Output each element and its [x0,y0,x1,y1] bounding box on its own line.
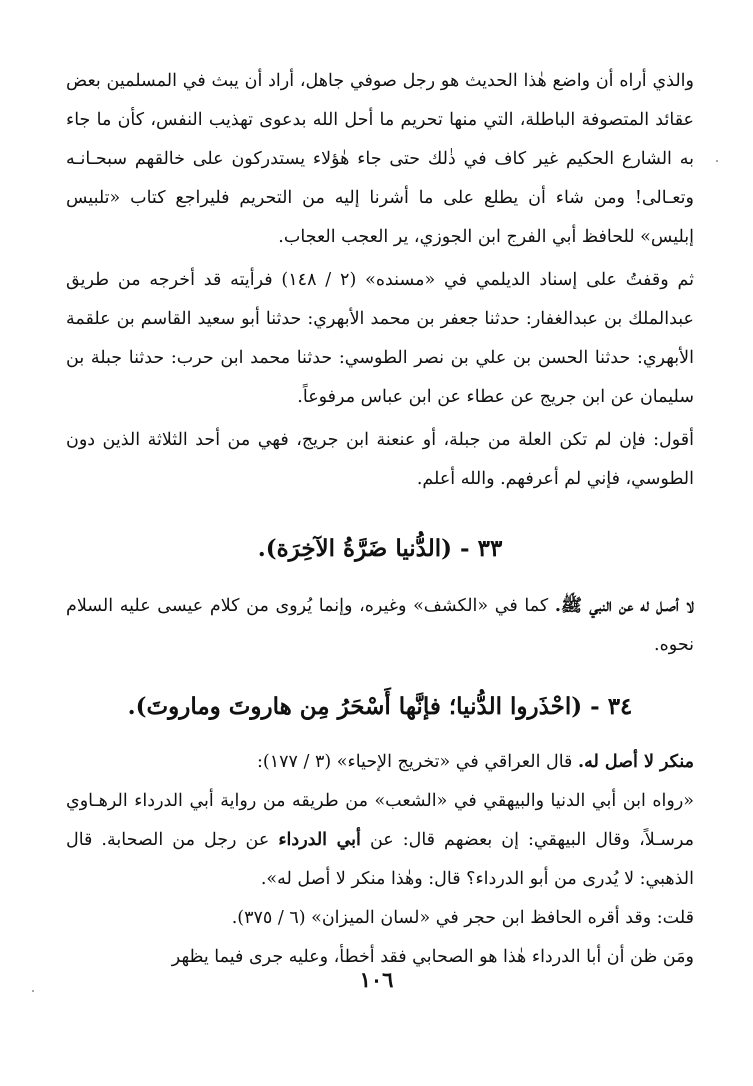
paragraph-last-line: ومَن ظن أن أبا الدرداء هٰذا هو الصحابي فقد أخطأ، وعليه جرى فيما يظهر [171,947,694,967]
hadith-34-commentary [66,743,694,782]
paragraph-author-verdict: أقول: فإن لم تكن العلة من جبلة، أو عنعنة ابن جريج، فهي من أحد الثلاثة الذين دون الطوسي، فإني لم أعرفهم. والله أعلم. [66,430,694,489]
hadith-34-ruling: منكر لا أصل له. [577,752,694,772]
hadith-33-title: ٣٣ - (الدُّنيا ضَرَّةُ الآخِرَة). [257,535,503,562]
hadith-33-ruling: لا أصـل له عن النبي ﷺ. [554,596,694,616]
hadith-33-commentary [66,587,694,665]
hadith-33-text: كما في «الكشف» وغيره، وإنما يُروى من كلام عيسى عليه السلام نحوه. [66,596,694,655]
hadith-34-quote [66,782,694,899]
scan-speck [32,990,34,992]
paragraph-sufi-forger: والذي أراه أن واضع هٰذا الحديث هو رجل صوفي جاهل، أراد أن يبث في المسلمين بعض عقائد المتصوفة الباطلة، التي منها تحريم ما أحل الله بدعوى تهذيب النفس، كأن ما جاء به الشارع الحكيم غير كاف في ذٰلك حتى جاء هٰؤلاء يستدركون على خالقهم سبحـانـه وتعـالى! ومن شاء أن يطلع على ما أشرنا إليه من التحريم فليراجع كتاب «تلبيس إبليس» للحافظ أبي الفرج ابن الجوزي، ير العجب العجاب. [66,71,694,247]
page-body [66,62,694,977]
page-number: ١٠٦ [359,967,394,992]
quote-part-a: «رواه ابن أبي الدنيا والبيهقي في «الشعب» من طريقه من رواية أبي الدرداء الرهـاوي مرسـلاً، وقال البيهقي: إن بعضهم قال: عن [66,791,694,850]
paragraph-ibn-hajar: قلت: وقد أقره الحافظ ابن حجر في «لسان الميزان» (٦ / ٣٧٥). [231,908,694,928]
scan-speck [716,160,718,162]
quote-narrator-name: أبي الدرداء [278,830,361,850]
hadith-34-title: ٣٤ - (احْذَروا الدُّنيا؛ فإنَّها أَسْحَرُ مِن هاروتَ وماروتَ). [127,693,633,720]
quote-part-b: عن رجل من الصحابة. قال الذهبي: لا يُدرى من أبو الدرداء؟ قال: وهٰذا منكر لا أصل له». [66,830,694,889]
paragraph-daylami-isnad: ثم وقفتُ على إسناد الديلمي في «مسنده» (٢ / ١٤٨) فرأيته قد أخرجه من طريق عبدالملك بن عبدالغفار: حدثنا جعفر بن محمد الأبهري: حدثنا أبو سعيد القاسم بن علقمة الأبهري: حدثنا الحسن بن علي بن نصر الطوسي: حدثنا محمد ابن حرب: حدثنا جبلة بن سليمان عن ابن جريج عن عطاء عن ابن عباس مرفوعاً. [66,270,694,407]
hadith-34-text: قال العراقي في «تخريج الإحياء» (٣ / ١٧٧): [257,752,578,772]
